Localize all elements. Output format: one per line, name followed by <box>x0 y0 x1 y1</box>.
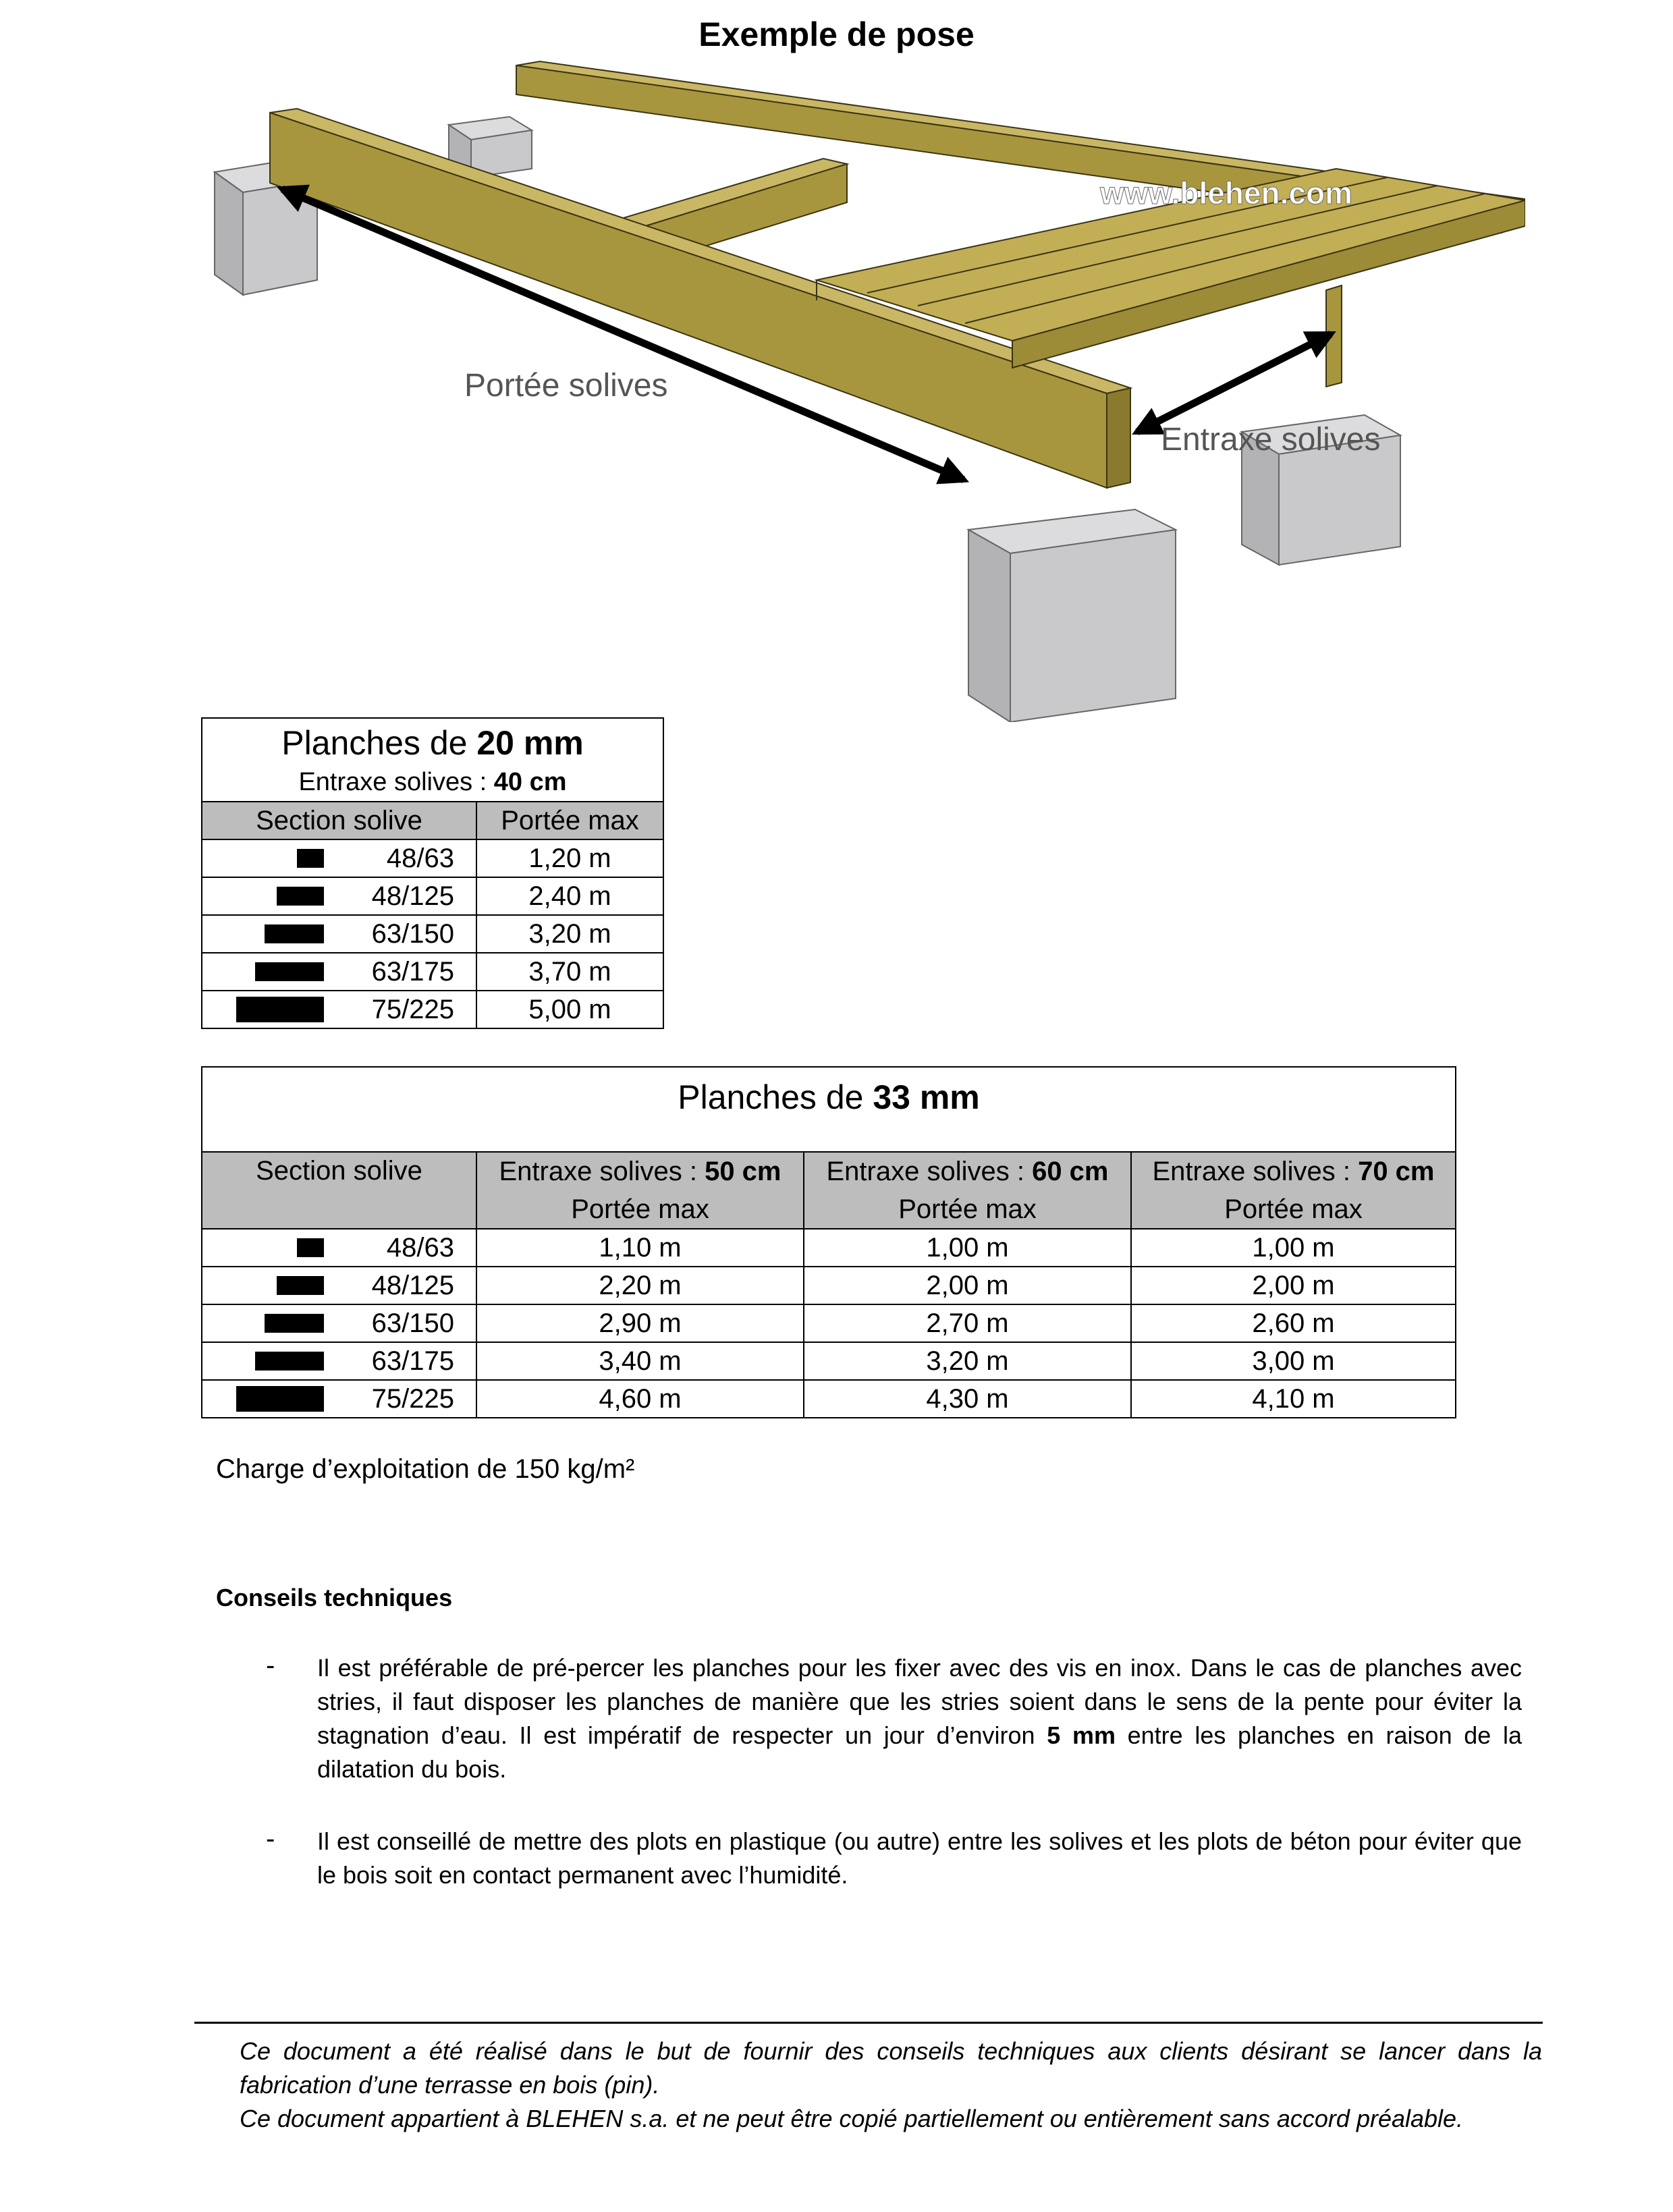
span-cell: 4,10 m <box>1131 1380 1456 1418</box>
section-cell <box>202 953 476 991</box>
section-value: 48/63 <box>386 844 454 873</box>
section-cell <box>202 1229 476 1267</box>
section-bar-icon <box>255 1352 324 1371</box>
bullet-marker: - <box>266 1651 275 1680</box>
section-bar-icon <box>277 1276 324 1295</box>
spacing-prefix: Entraxe solives : <box>1152 1157 1359 1186</box>
span-cell: 2,00 m <box>804 1267 1131 1304</box>
advice-item-2: Il est conseillé de mettre des plots en plastique (ou autre) entre les solives et les plots de béton pour éviter que le bois soit en contact permanent avec l’humidité. <box>317 1827 1522 1889</box>
span-cell: 3,20 m <box>476 915 663 953</box>
col-header-span: Portée max <box>898 1194 1037 1224</box>
website-watermark: www.blehen.com <box>1100 175 1353 211</box>
table-20mm-caption-prefix: Planches de <box>281 724 477 762</box>
terrace-illustration <box>202 57 1525 722</box>
span-cell: 1,00 m <box>1131 1229 1456 1267</box>
section-value: 63/175 <box>371 957 454 987</box>
col-header-spacing-60 <box>804 1152 1131 1229</box>
table-row <box>202 1304 1456 1342</box>
section-value: 63/150 <box>371 919 454 949</box>
section-cell <box>202 1267 476 1304</box>
col-header-span: Portée max <box>1224 1194 1363 1224</box>
section-bar-icon <box>297 849 324 868</box>
spacing-label: Entraxe solives <box>1161 422 1381 458</box>
section-bar-icon <box>236 1386 324 1412</box>
section-value: 63/150 <box>371 1308 454 1338</box>
section-bar-icon <box>265 1314 324 1333</box>
table-33mm <box>201 1066 1456 1418</box>
advice-item-1-text: Il est préférable de pré-percer les planches pour les fixer avec des vis en inox. Dans le cas de planches avec stries, il faut disposer les planches de manière que les stries soient dans le sens de la pente pour éviter la stagnation d’eau. Il est impératif de respecter un jour d’environ <box>317 1654 1522 1749</box>
section-cell <box>202 1304 476 1342</box>
section-value: 63/175 <box>371 1346 454 1376</box>
span-cell: 3,70 m <box>476 953 663 991</box>
footer-divider <box>194 2022 1543 2024</box>
col-header-span: Portée max <box>571 1194 709 1224</box>
footer-line-1: Ce document a été réalisé dans le but de fournir des conseils techniques aux clients désirant se lancer dans la <box>240 2037 1542 2065</box>
col-header-span: Portée max <box>476 802 663 839</box>
concrete-block-front <box>968 509 1176 722</box>
spacing-value: 70 cm <box>1358 1157 1435 1186</box>
table-33mm-caption <box>202 1067 1456 1152</box>
span-label: Portée solives <box>464 368 668 404</box>
advice-item-1-bold: 5 mm <box>1047 1721 1116 1749</box>
advice-heading: Conseils techniques <box>216 1584 453 1611</box>
col-header-spacing-50 <box>476 1152 804 1229</box>
span-cell: 3,40 m <box>476 1342 804 1380</box>
table-20mm-subcaption-bold: 40 cm <box>493 768 567 796</box>
span-cell: 1,20 m <box>476 839 663 877</box>
table-33mm-caption-prefix: Planches de <box>678 1078 873 1116</box>
span-cell: 2,70 m <box>804 1304 1131 1342</box>
spacing-prefix: Entraxe solives : <box>499 1157 705 1186</box>
spacing-value: 50 cm <box>705 1157 781 1186</box>
span-cell: 2,90 m <box>476 1304 804 1342</box>
table-33mm-caption-bold: 33 mm <box>873 1078 980 1116</box>
section-bar-icon <box>297 1238 324 1257</box>
section-cell <box>202 1380 476 1418</box>
section-bar-icon <box>236 997 324 1022</box>
table-row <box>202 1342 1456 1380</box>
col-header-spacing-70 <box>1131 1152 1456 1229</box>
section-cell <box>202 877 476 915</box>
section-cell <box>202 1342 476 1380</box>
section-cell <box>202 915 476 953</box>
section-bar-icon <box>255 962 324 981</box>
span-cell: 1,00 m <box>804 1229 1131 1267</box>
section-value: 48/63 <box>386 1233 454 1263</box>
col-header-section: Section solive <box>202 802 476 839</box>
page-title: Exemple de pose <box>698 16 975 53</box>
span-cell: 2,20 m <box>476 1267 804 1304</box>
span-cell: 4,60 m <box>476 1380 804 1418</box>
section-bar-icon <box>277 887 324 906</box>
span-cell: 5,00 m <box>476 991 663 1028</box>
section-bar-icon <box>265 924 324 943</box>
table-row <box>202 839 663 877</box>
span-cell: 3,00 m <box>1131 1342 1456 1380</box>
table-20mm-caption <box>202 718 663 802</box>
bullet-marker: - <box>266 1824 275 1854</box>
footer-line-2: fabrication d’une terrasse en bois (pin). <box>240 2071 660 2099</box>
span-cell: 2,60 m <box>1131 1304 1456 1342</box>
table-20mm <box>201 717 664 1029</box>
span-cell: 4,30 m <box>804 1380 1131 1418</box>
advice-item-1 <box>317 1651 1522 1786</box>
spacing-prefix: Entraxe solives : <box>826 1157 1033 1186</box>
section-value: 48/125 <box>371 881 454 911</box>
section-cell <box>202 991 476 1028</box>
table-row <box>202 991 663 1028</box>
load-note: Charge d’exploitation de 150 kg/m² <box>216 1454 635 1484</box>
span-cell: 2,00 m <box>1131 1267 1456 1304</box>
table-20mm-subcaption-prefix: Entraxe solives : <box>298 768 494 796</box>
span-cell: 3,20 m <box>804 1342 1131 1380</box>
table-20mm-caption-bold: 20 mm <box>476 724 584 762</box>
table-row <box>202 915 663 953</box>
footer-line-3: Ce document appartient à BLEHEN s.a. et ne peut être copié partiellement ou entièrement sans accord préalable. <box>240 2105 1464 2132</box>
col-header-section: Section solive <box>202 1152 476 1229</box>
spacing-arrow <box>1137 334 1331 432</box>
span-cell: 1,10 m <box>476 1229 804 1267</box>
table-row <box>202 1267 1456 1304</box>
section-cell <box>202 839 476 877</box>
table-row <box>202 1229 1456 1267</box>
table-row <box>202 877 663 915</box>
table-row <box>202 1380 1456 1418</box>
span-cell: 2,40 m <box>476 877 663 915</box>
spacing-value: 60 cm <box>1032 1157 1109 1186</box>
table-row <box>202 953 663 991</box>
section-value: 75/225 <box>371 1384 454 1414</box>
section-value: 75/225 <box>371 995 454 1024</box>
section-value: 48/125 <box>371 1271 454 1300</box>
advice-item-1-text-end: entre les planches en raison de la dilatation du bois. <box>317 1721 1522 1783</box>
